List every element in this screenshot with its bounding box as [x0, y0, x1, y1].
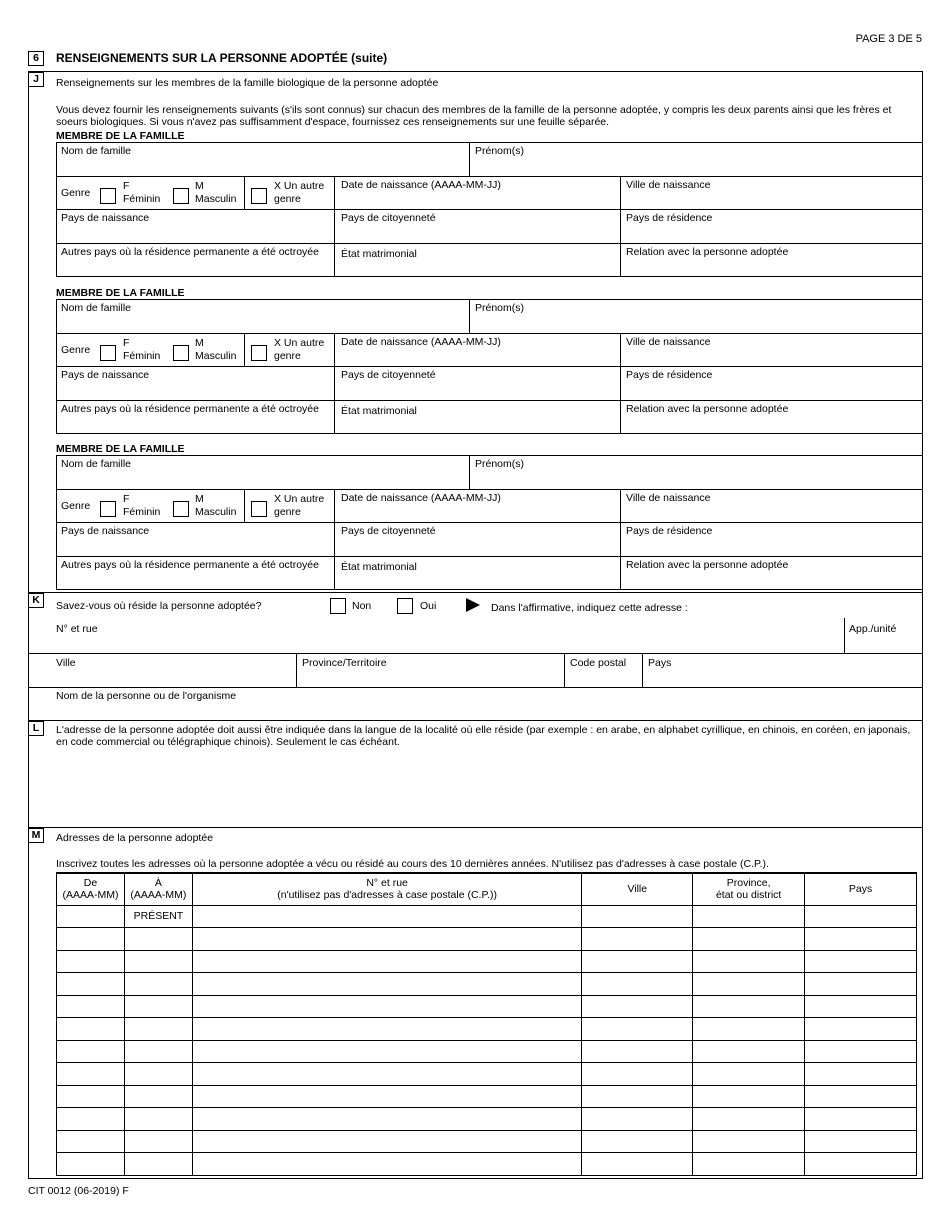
street-cell[interactable] [192, 1108, 581, 1131]
residence-question: Savez-vous où réside la personne adoptée? [56, 600, 262, 612]
country-cell[interactable] [805, 995, 917, 1018]
col-from-header: De (AAAA-MM) [57, 873, 125, 905]
city-field[interactable]: Ville [56, 657, 76, 669]
table-row [57, 1063, 917, 1086]
gender-label: Genre [61, 344, 91, 356]
family-member-header: MEMBRE DE LA FAMILLE [56, 443, 185, 455]
to-cell[interactable] [124, 1153, 192, 1176]
table-row [57, 995, 917, 1018]
table-row [57, 928, 917, 951]
from-cell[interactable] [57, 995, 125, 1018]
province-cell[interactable] [693, 1153, 805, 1176]
residence-country-field[interactable]: Pays de résidence [626, 369, 713, 381]
to-cell[interactable] [124, 1063, 192, 1086]
city-cell[interactable] [582, 928, 693, 951]
gender-m-letter: M [195, 337, 204, 349]
from-cell[interactable] [57, 973, 125, 996]
street-cell[interactable] [192, 973, 581, 996]
to-cell[interactable] [124, 1130, 192, 1153]
other-pr-countries-field[interactable]: Autres pays où la résidence permanente a été octroyée [61, 403, 319, 415]
gender-m-letter: M [195, 180, 204, 192]
gender-f-label: Féminin [123, 350, 161, 362]
gender-x-letter: X Un autre [274, 337, 325, 349]
table-row [57, 1040, 917, 1063]
last-name-field[interactable]: Nom de famille [61, 458, 132, 470]
province-cell[interactable] [693, 973, 805, 996]
city-cell[interactable] [582, 1130, 693, 1153]
province-cell[interactable] [693, 1018, 805, 1041]
marital-status-field[interactable]: État matrimonial [341, 248, 417, 260]
city-cell[interactable] [582, 1153, 693, 1176]
postal-code-field[interactable]: Code postal [570, 657, 627, 669]
section-number: 6 [28, 51, 44, 66]
gender-m-checkbox[interactable] [173, 345, 189, 361]
city-cell[interactable] [582, 1040, 693, 1063]
form-code: CIT 0012 (06-2019) F [28, 1185, 129, 1197]
family-member-header: MEMBRE DE LA FAMILLE [56, 287, 185, 299]
dob-field[interactable]: Date de naissance (AAAA-MM-JJ) [341, 179, 501, 191]
table-row [57, 950, 917, 973]
province-cell[interactable] [693, 928, 805, 951]
birth-country-field[interactable]: Pays de naissance [61, 525, 150, 537]
gender-m-letter: M [195, 493, 204, 505]
birth-city-field[interactable]: Ville de naissance [626, 336, 711, 348]
section-l-letter: L [28, 721, 44, 736]
to-cell[interactable] [124, 995, 192, 1018]
city-cell[interactable] [582, 1063, 693, 1086]
table-row [57, 1018, 917, 1041]
gender-x-letter: X Un autre [274, 493, 325, 505]
to-cell[interactable] [124, 928, 192, 951]
gender-f-label: Féminin [123, 193, 161, 205]
gender-x-checkbox[interactable] [251, 188, 267, 204]
marital-status-field[interactable]: État matrimonial [341, 405, 417, 417]
table-row [57, 905, 917, 928]
to-cell[interactable] [124, 1085, 192, 1108]
gender-x-letter: X Un autre [274, 180, 325, 192]
last-name-field[interactable]: Nom de famille [61, 302, 132, 314]
table-row [57, 1108, 917, 1131]
gender-m-label: Masculin [195, 350, 237, 362]
apt-unit-field[interactable]: App./unité [849, 623, 897, 635]
citizenship-field[interactable]: Pays de citoyenneté [341, 212, 436, 224]
country-cell[interactable] [805, 1040, 917, 1063]
gender-x-label: genre [274, 506, 301, 518]
gender-m-label: Masculin [195, 506, 237, 518]
col-street-header: N° et rue (n'utilisez pas d'adresses à case postale (C.P.)) [192, 873, 581, 905]
country-cell[interactable] [805, 973, 917, 996]
to-cell[interactable] [124, 1108, 192, 1131]
to-cell[interactable] [124, 1018, 192, 1041]
col-country-header: Pays [805, 873, 917, 905]
address-history-table [56, 872, 917, 1176]
table-row [57, 1130, 917, 1153]
other-pr-countries-field[interactable]: Autres pays où la résidence permanente a été octroyée [61, 559, 319, 571]
section-m-title: Adresses de la personne adoptée [56, 832, 214, 844]
gender-m-label: Masculin [195, 193, 237, 205]
street-cell[interactable] [192, 928, 581, 951]
from-cell[interactable] [57, 1040, 125, 1063]
city-cell[interactable] [582, 1018, 693, 1041]
arrow-right-icon [466, 598, 480, 612]
affirmative-instruction: Dans l'affirmative, indiquez cette adresse : [491, 602, 688, 614]
city-cell[interactable] [582, 1108, 693, 1131]
birth-country-field[interactable]: Pays de naissance [61, 212, 150, 224]
gender-f-checkbox[interactable] [100, 501, 116, 517]
street-cell[interactable] [192, 1130, 581, 1153]
province-cell[interactable] [693, 1108, 805, 1131]
section-j-letter: J [28, 72, 44, 87]
citizenship-field[interactable]: Pays de citoyenneté [341, 369, 436, 381]
country-cell[interactable] [805, 928, 917, 951]
from-cell[interactable] [57, 1063, 125, 1086]
province-cell[interactable] [693, 905, 805, 928]
col-to-header: À (AAAA-MM) [124, 873, 192, 905]
country-field[interactable]: Pays [648, 657, 672, 669]
gender-label: Genre [61, 500, 91, 512]
birth-country-field[interactable]: Pays de naissance [61, 369, 150, 381]
country-cell[interactable] [805, 905, 917, 928]
gender-x-checkbox[interactable] [251, 345, 267, 361]
street-cell[interactable] [192, 995, 581, 1018]
province-cell[interactable] [693, 1130, 805, 1153]
first-name-field[interactable]: Prénom(s) [475, 145, 525, 157]
province-cell[interactable] [693, 1063, 805, 1086]
street-cell[interactable] [192, 950, 581, 973]
from-cell[interactable] [57, 905, 125, 928]
from-cell[interactable] [57, 1130, 125, 1153]
to-cell: PRÉSENT [124, 905, 192, 928]
dob-field[interactable]: Date de naissance (AAAA-MM-JJ) [341, 336, 501, 348]
other-pr-countries-field[interactable]: Autres pays où la résidence permanente a été octroyée [61, 246, 319, 258]
from-cell[interactable] [57, 1085, 125, 1108]
gender-f-checkbox[interactable] [100, 345, 116, 361]
residence-no-checkbox[interactable] [330, 598, 346, 614]
province-field[interactable]: Province/Territoire [302, 657, 387, 669]
street-cell[interactable] [192, 1085, 581, 1108]
gender-f-letter: F [123, 337, 130, 349]
street-cell[interactable] [192, 1063, 581, 1086]
gender-f-label: Féminin [123, 506, 161, 518]
street-cell[interactable] [192, 905, 581, 928]
gender-label: Genre [61, 187, 91, 199]
table-row [57, 973, 917, 996]
local-language-address-field[interactable]: L'adresse de la personne adoptée doit aussi être indiquée dans la langue de la localité où elle réside (par exemple : en arabe, en alphabet cyrillique, en chinois, en coréen, en japonais, en code commercial ou télégraphique chinois). Seulement le cas échéant. [56, 724, 911, 748]
city-cell[interactable] [582, 950, 693, 973]
street-cell[interactable] [192, 1153, 581, 1176]
page-number: PAGE 3 DE 5 [855, 33, 922, 45]
province-cell[interactable] [693, 995, 805, 1018]
to-cell[interactable] [124, 1040, 192, 1063]
residence-country-field[interactable]: Pays de résidence [626, 212, 713, 224]
residence-yes-checkbox[interactable] [397, 598, 413, 614]
section-title: RENSEIGNEMENTS SUR LA PERSONNE ADOPTÉE (suite) [56, 51, 388, 65]
province-cell[interactable] [693, 1085, 805, 1108]
col-city-header: Ville [582, 873, 693, 905]
section-j-instructions: Vous devez fournir les renseignements suivants (s'ils sont connus) sur chacun des membres de la famille de la personne adoptée, y compris les deux parents ainsi que les frères et soeurs biologiques. Si vous n'avez pas suffisamment d'espace, fournissez ces renseignements sur une feuille séparée. [56, 104, 892, 128]
from-cell[interactable] [57, 1018, 125, 1041]
gender-x-label: genre [274, 350, 301, 362]
street-cell[interactable] [192, 1040, 581, 1063]
family-member-header: MEMBRE DE LA FAMILLE [56, 130, 185, 142]
from-cell[interactable] [57, 928, 125, 951]
table-row [57, 1153, 917, 1176]
table-row [57, 1085, 917, 1108]
organization-name-field[interactable]: Nom de la personne ou de l'organisme [56, 690, 237, 702]
from-cell[interactable] [57, 950, 125, 973]
citizenship-field[interactable]: Pays de citoyenneté [341, 525, 436, 537]
country-cell[interactable] [805, 1130, 917, 1153]
section-k-letter: K [28, 593, 44, 608]
section-m-instructions: Inscrivez toutes les adresses où la personne adoptée a vécu ou résidé au cours des 10 dernières années. N'utilisez pas d'adresses à case postale (C.P.). [56, 858, 769, 870]
to-cell[interactable] [124, 950, 192, 973]
gender-x-label: genre [274, 193, 301, 205]
gender-f-checkbox[interactable] [100, 188, 116, 204]
city-cell[interactable] [582, 1085, 693, 1108]
first-name-field[interactable]: Prénom(s) [475, 302, 525, 314]
section-j-title: Renseignements sur les membres de la famille biologique de la personne adoptée [56, 77, 439, 89]
residence-country-field[interactable]: Pays de résidence [626, 525, 713, 537]
gender-f-letter: F [123, 493, 130, 505]
country-cell[interactable] [805, 950, 917, 973]
to-cell[interactable] [124, 973, 192, 996]
gender-x-checkbox[interactable] [251, 501, 267, 517]
city-cell[interactable] [582, 905, 693, 928]
dob-field[interactable]: Date de naissance (AAAA-MM-JJ) [341, 492, 501, 504]
col-province-header: Province, état ou district [693, 873, 805, 905]
country-cell[interactable] [805, 1063, 917, 1086]
from-cell[interactable] [57, 1153, 125, 1176]
gender-m-checkbox[interactable] [173, 188, 189, 204]
province-cell[interactable] [693, 1040, 805, 1063]
relationship-field[interactable]: Relation avec la personne adoptée [626, 559, 789, 571]
birth-city-field[interactable]: Ville de naissance [626, 492, 711, 504]
city-cell[interactable] [582, 973, 693, 996]
relationship-field[interactable]: Relation avec la personne adoptée [626, 246, 789, 258]
country-cell[interactable] [805, 1018, 917, 1041]
gender-m-checkbox[interactable] [173, 501, 189, 517]
first-name-field[interactable]: Prénom(s) [475, 458, 525, 470]
country-cell[interactable] [805, 1153, 917, 1176]
city-cell[interactable] [582, 995, 693, 1018]
from-cell[interactable] [57, 1108, 125, 1131]
section-m-letter: M [28, 828, 44, 843]
last-name-field[interactable]: Nom de famille [61, 145, 132, 157]
street-cell[interactable] [192, 1018, 581, 1041]
province-cell[interactable] [693, 950, 805, 973]
residence-no-label: Non [352, 600, 372, 612]
country-cell[interactable] [805, 1085, 917, 1108]
street-field[interactable]: N° et rue [56, 623, 98, 635]
country-cell[interactable] [805, 1108, 917, 1131]
residence-yes-label: Oui [420, 600, 437, 612]
marital-status-field[interactable]: État matrimonial [341, 561, 417, 573]
birth-city-field[interactable]: Ville de naissance [626, 179, 711, 191]
gender-f-letter: F [123, 180, 130, 192]
relationship-field[interactable]: Relation avec la personne adoptée [626, 403, 789, 415]
